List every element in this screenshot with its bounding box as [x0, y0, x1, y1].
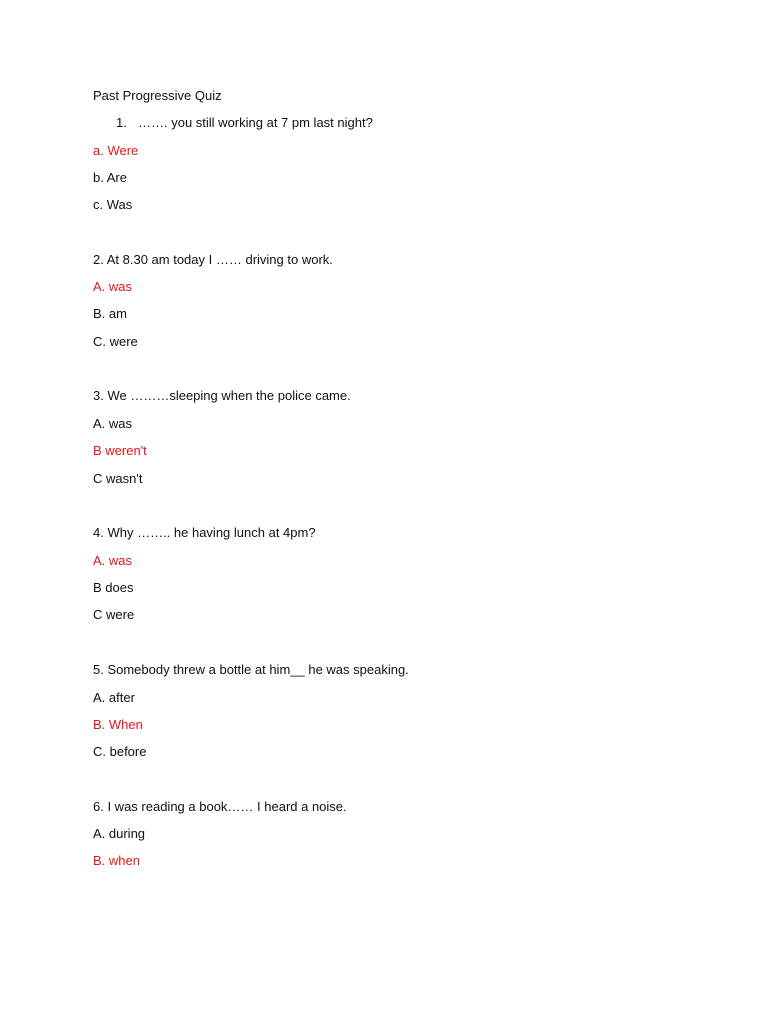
question-1-text: ……. you still working at 7 pm last night? [138, 115, 373, 130]
question-6-option-a: A. during [93, 826, 146, 841]
question-1 [116, 115, 373, 131]
question-2-option-a: A. was [93, 279, 133, 294]
question-6-text: 6. I was reading a book…… I heard a noise. [93, 799, 347, 814]
question-2-option-c: C. were [93, 334, 138, 349]
question-5-text: 5. Somebody threw a bottle at him__ he was speaking. [93, 662, 409, 677]
question-3-option-c: C wasn't [93, 471, 143, 486]
question-3-text: 3. We ………sleeping when the police came. [93, 388, 351, 403]
question-6-option-b: B. when [93, 853, 140, 868]
quiz-title: Past Progressive Quiz [93, 88, 222, 103]
question-1-option-b: b. Are [93, 170, 127, 185]
question-3-option-a: A. was [93, 416, 133, 431]
question-4-text: 4. Why …….. he having lunch at 4pm? [93, 525, 316, 540]
question-2-text: 2. At 8.30 am today I …… driving to work. [93, 252, 333, 267]
question-3-option-b: B weren't [93, 443, 147, 458]
question-5-option-a: A. after [93, 690, 135, 705]
question-1-number: 1. [116, 115, 127, 130]
question-1-option-a: a. Were [93, 143, 139, 158]
question-4-option-b: B does [93, 580, 134, 595]
question-1-option-c: c. Was [93, 197, 133, 212]
question-2-option-b: B. am [93, 306, 127, 321]
question-5-option-b: B. When [93, 717, 143, 732]
question-4-option-c: C were [93, 607, 135, 622]
question-4-option-a: A. was [93, 553, 133, 568]
question-5-option-c: C. before [93, 744, 147, 759]
